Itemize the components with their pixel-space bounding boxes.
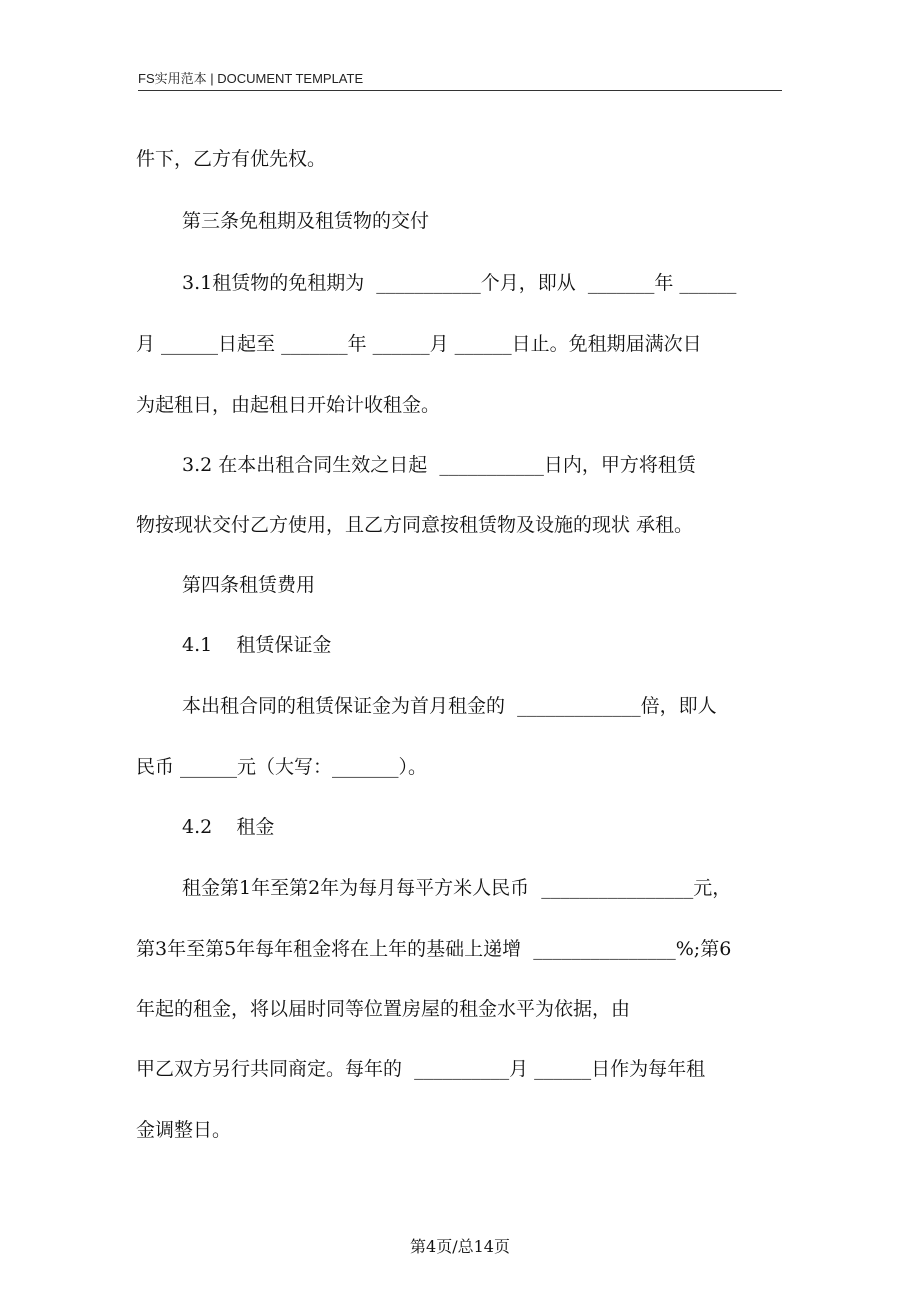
body-line-14: 第3年至第5年每年租金将在上年的基础上递增 _______________%;第6 <box>136 938 732 960</box>
section-heading-article-3: 第三条免租期及租赁物的交付 <box>182 210 430 232</box>
body-line-6: 3.2 在本出租合同生效之日起 ___________日内，甲方将租赁 <box>182 454 696 476</box>
body-line-10: 本出租合同的租赁保证金为首月租金的 _____________倍，即人 <box>182 695 717 717</box>
body-line-15: 年起的租金，将以届时同等位置房屋的租金水平为依据，由 <box>136 998 631 1020</box>
body-line-4: 月 ______日起至 _______年 ______月 ______日止。免租期届满次日 <box>136 333 702 355</box>
body-line-5: 为起租日，由起租日开始计收租金。 <box>136 394 441 416</box>
body-line-13: 租金第1年至第2年为每月每平方米人民币 ________________元， <box>182 877 732 899</box>
body-line-16: 甲乙双方另行共同商定。每年的 __________月 ______日作为每年租 <box>136 1058 706 1080</box>
body-line-7: 物按现状交付乙方使用，且乙方同意按租赁物及设施的现状 承租。 <box>136 514 694 536</box>
body-line-1: 件下，乙方有优先权。 <box>136 148 327 170</box>
subsection-heading-4-1: 4.1 租赁保证金 <box>182 634 332 656</box>
page-header <box>138 68 782 91</box>
body-line-3: 3.1租赁物的免租期为 ___________个月，即从 _______年 ______ <box>182 272 737 294</box>
body-line-17: 金调整日。 <box>136 1119 232 1141</box>
subsection-heading-4-2: 4.2 租金 <box>182 816 275 838</box>
page-number: 第4页/总14页 <box>410 1237 510 1256</box>
header-text: FS实用范本 | DOCUMENT TEMPLATE <box>138 71 364 86</box>
body-line-11: 民币 ______元（大写：_______）。 <box>136 756 428 778</box>
section-heading-article-4: 第四条租赁费用 <box>182 574 316 596</box>
